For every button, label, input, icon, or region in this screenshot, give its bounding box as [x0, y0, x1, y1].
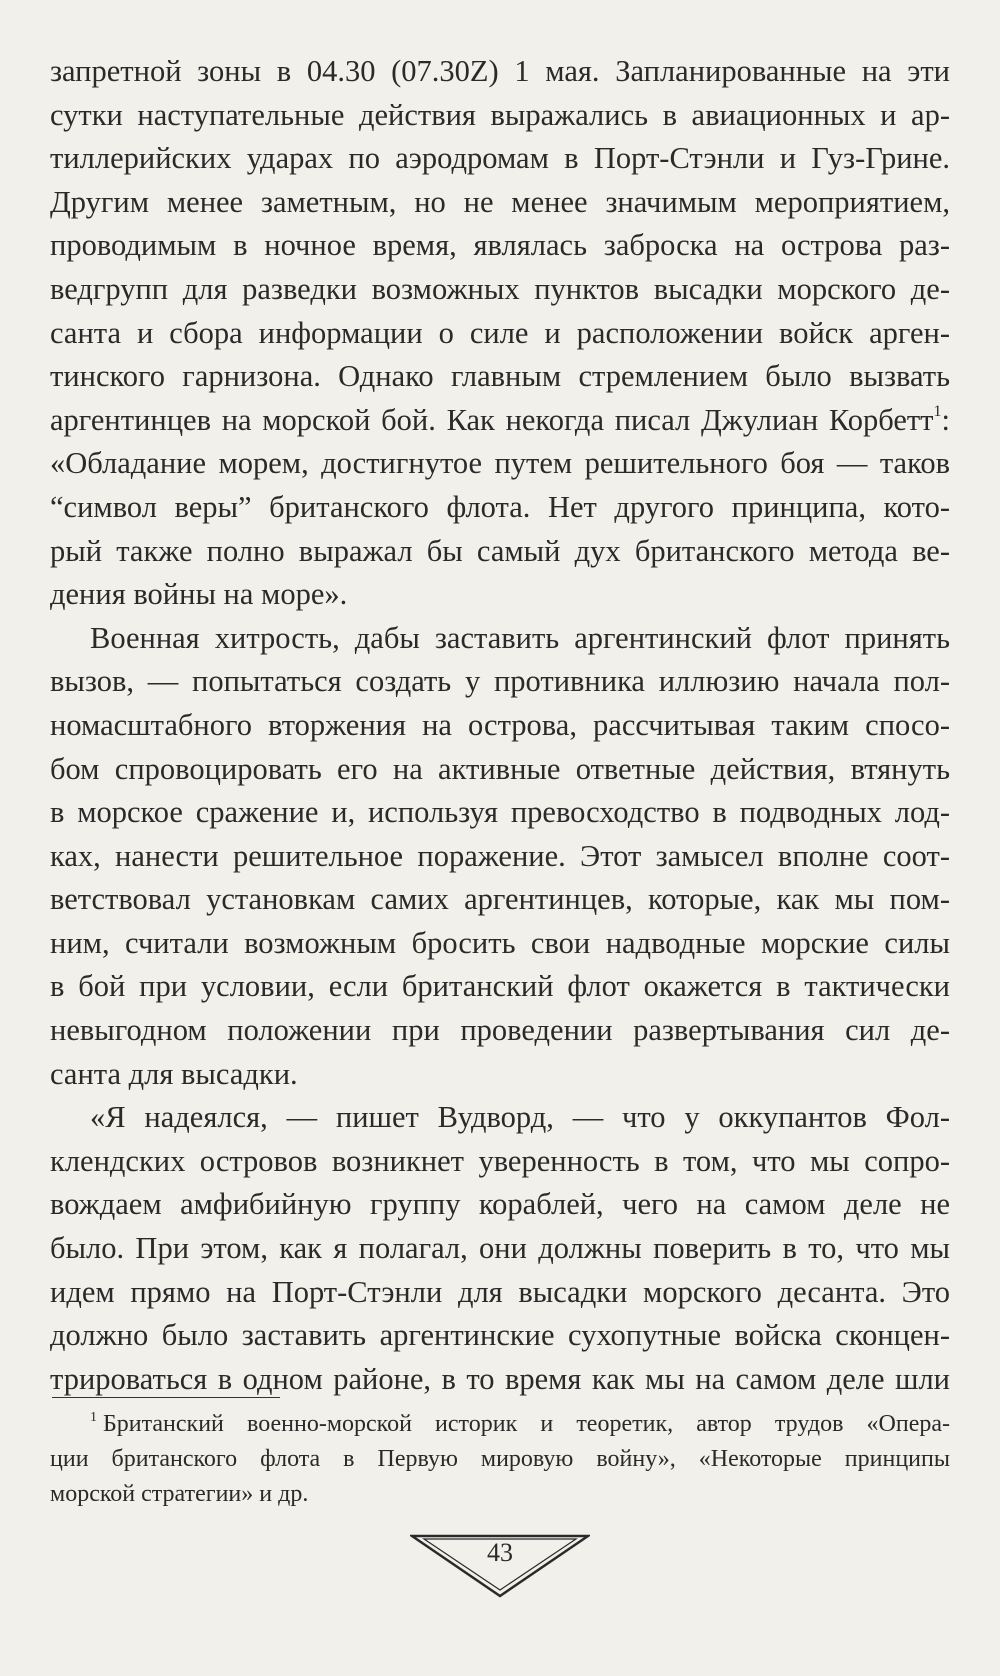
text-line: трироваться в одном районе, в то время как мы на самом деле шли — [50, 1361, 950, 1396]
text-line: «Я надеялся, — пишет Вудворд, — что у оккупантов Фол- — [90, 1100, 950, 1135]
text-line: должно было заставить аргентинские сухопутные войска сконцен- — [50, 1318, 950, 1353]
text-line: ним, считали возможным бросить свои надводные морские силы — [50, 925, 950, 960]
text-line: Другим менее заметным, но не менее значимым мероприятием, — [50, 184, 950, 219]
text-line: вождаем амфибийную группу кораблей, чего на самом деле не — [50, 1187, 950, 1222]
text-line: «Обладание морем, достигнутое путем решительного боя — таков — [50, 446, 950, 481]
main-text — [50, 50, 950, 1401]
text-line: клендских островов возникнет уверенность в том, что мы сопро- — [50, 1143, 950, 1178]
punctuation: : — [941, 402, 950, 437]
text-line-with-footnote-ref — [50, 399, 950, 443]
text-line: ветствовал установкам самих аргентинцев, которые, как мы пом- — [50, 882, 950, 917]
text-line: дения войны на море». — [50, 577, 348, 612]
footnote-line: морской стратегии» и др. — [50, 1481, 309, 1507]
text-line: сутки наступательные действия выражались в авиационных и ар- — [50, 97, 950, 132]
text-line: проводимым в ночное время, являлась заброска на острова раз- — [50, 228, 950, 263]
text-line: тинского гарнизона. Однако главным стремлением было вызвать — [50, 359, 950, 394]
footnote-line — [50, 1407, 950, 1442]
text-line: ведгрупп для разведки возможных пунктов высадки морского де- — [50, 271, 950, 306]
footnote-text: Британский военно-морской историк и теоретик, автор трудов «Опера- — [103, 1411, 950, 1437]
text-line: ках, нанести решительное поражение. Этот замысел вполне соот- — [50, 838, 950, 873]
text-line: идем прямо на Порт-Стэнли для высадки морского десанта. Это — [50, 1274, 950, 1309]
text-line: невыгодном положении при проведении развертывания сил де- — [50, 1013, 950, 1048]
page-number: 43 — [487, 1538, 513, 1567]
text-line: санта и сбора информации о силе и расположении войск арген- — [50, 315, 950, 350]
text-line: тиллерийских ударах по аэродромам в Порт-Стэнли и Гуз-Грине. — [50, 141, 950, 176]
text-line: в бой при условии, если британский флот окажется в тактически — [50, 969, 950, 1004]
text-line: “символ веры” британского флота. Нет другого принципа, кото- — [50, 489, 950, 524]
text-line: в морское сражение и, используя превосходство в подводных лод- — [50, 795, 950, 830]
text-line: было. При этом, как я полагал, они должны поверить в то, что мы — [50, 1231, 950, 1266]
footnote — [50, 1407, 950, 1512]
text-line: санта для высадки. — [50, 1056, 298, 1091]
footnote-marker: 1 — [90, 1410, 97, 1425]
text-line: бом спровоцировать его на активные ответные действия, втянуть — [50, 751, 950, 786]
text-line: Военная хитрость, дабы заставить аргентинский флот принять — [90, 620, 950, 655]
text-line: запретной зоны в 04.30 (07.30Z) 1 мая. Запланированные на эти — [50, 54, 950, 88]
text-line: вызов, — попытаться создать у противника иллюзию начала пол- — [50, 664, 950, 699]
text-line: номасштабного вторжения на острова, рассчитывая таким спосо- — [50, 707, 950, 742]
text-line: рый также полно выражал бы самый дух британского метода ве- — [50, 533, 950, 568]
text-segment: аргентинцев на морской бой. Как некогда писал Джулиан Корбетт — [50, 402, 934, 437]
footnote-reference[interactable]: 1 — [933, 402, 942, 420]
footnote-divider — [52, 1397, 280, 1398]
footnote-line: ции британского флота в Первую мировую войну», «Некоторые принципы — [50, 1446, 950, 1472]
